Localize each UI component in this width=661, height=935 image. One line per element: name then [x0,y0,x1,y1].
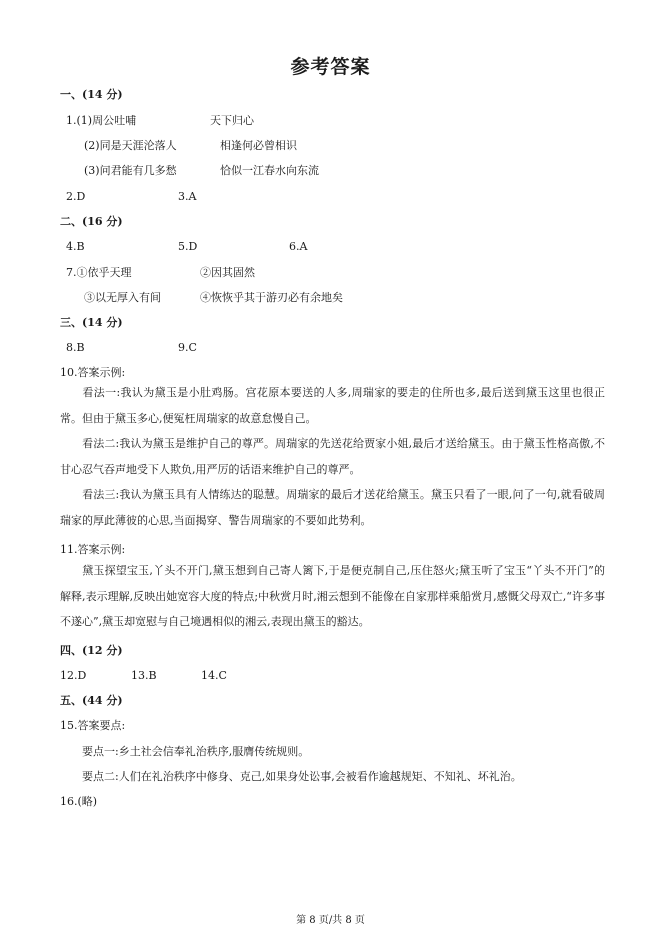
section-1-header: 一、(14 分) [60,88,123,101]
q9-answer: 9.C [178,341,197,354]
q10-view-1 [60,380,605,431]
q1-3-label: (3)问君能有几多愁 [84,164,177,177]
q15-title: 15.答案要点: [60,719,126,732]
q1-2-answer: 相逢何必曾相识 [220,139,297,152]
q1-1-label: 1.(1)周公吐哺 [66,114,137,127]
q6-answer: 6.A [289,240,308,253]
section-5-header: 五、(44 分) [60,694,123,707]
q8-answer: 8.B [66,341,85,354]
q1-1-answer: 天下归心 [210,114,254,127]
q7-2-label: ③以无厚入有间 [84,291,161,304]
q15-point-1: 要点一:乡土社会信奉礼治秩序,服膺传统规则。 [82,745,310,758]
q1-2-label: (2)同是天涯沦落人 [84,139,177,152]
section-3-header: 三、(14 分) [60,316,123,329]
q2-answer: 2.D [66,190,86,203]
section-2-header: 二、(16 分) [60,215,123,228]
page-title: 参考答案 [290,56,371,78]
q3-answer: 3.A [178,190,197,203]
q10-view-3-text: 看法三:我认为黛玉具有人情练达的聪慧。周瑞家的最后才送花给黛玉。黛玉只看了一眼,问了一句,就看破周瑞家的厚此薄彼的心思,当面揭穿、警告周瑞家的不要如此势利。 [60,488,605,527]
q7-1-answer: ②因其固然 [200,266,255,279]
q7-1-label: 7.①依乎天理 [66,266,132,279]
q5-answer: 5.D [178,240,198,253]
page-footer: 第 8 页/共 8 页 [296,915,365,926]
q10-view-3 [60,482,605,533]
q7-2-answer: ④恢恢乎其于游刃必有余地矣 [200,291,343,304]
q4-answer: 4.B [66,240,85,253]
q1-3-answer: 恰似一江春水向东流 [220,164,319,177]
q11-answer [60,558,605,635]
q10-title: 10.答案示例: [60,366,126,379]
q12-answer: 12.D [60,669,87,682]
q13-answer: 13.B [131,669,157,682]
q10-view-2-text: 看法二:我认为黛玉是维护自己的尊严。周瑞家的先送花给贾家小姐,最后才送给黛玉。由于黛玉性格高傲,不甘心忍气吞声地受下人欺负,用严厉的话语来维护自己的尊严。 [60,437,605,476]
q16-answer: 16.(略) [60,795,98,808]
q14-answer: 14.C [201,669,227,682]
q15-point-2: 要点二:人们在礼治秩序中修身、克己,如果身处讼事,会被看作逾越规矩、不知礼、坏礼治。 [82,770,522,783]
q11-answer-text: 黛玉探望宝玉,丫头不开门,黛玉想到自己寄人篱下,于是便克制自己,压住怒火;黛玉听了宝玉“丫头不开门”的解释,表示理解,反映出她宽容大度的特点;中秋赏月时,湘云想到不能像在自家那样乘船赏月,感慨父母双亡,“许多事不遂心”,黛玉却宽慰与自己境遇相似的湘云,表现出黛玉的豁达。 [60,564,605,628]
q10-view-1-text: 看法一:我认为黛玉是小肚鸡肠。宫花原本要送的人多,周瑞家的要走的住所也多,最后送到黛玉这里也很正常。但由于黛玉多心,便冤枉周瑞家的故意怠慢自己。 [60,386,605,425]
q10-view-2 [60,431,605,482]
section-4-header: 四、(12 分) [60,644,123,657]
q11-title: 11.答案示例: [60,543,126,556]
